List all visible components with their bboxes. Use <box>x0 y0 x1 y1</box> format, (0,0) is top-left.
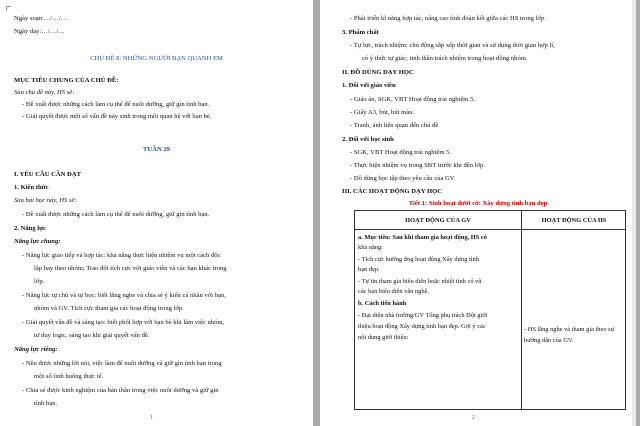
gv-cell-line: bạn đẹp. <box>358 266 380 273</box>
text-line: Ngày soạn:…/…/… <box>14 15 68 22</box>
page-number: 1 <box>150 415 153 421</box>
text-line: II. ĐỒ DÙNG DẠY HỌC <box>342 69 414 76</box>
text-line: Sau chủ đề này, HS sẽ: <box>14 89 75 96</box>
gv-cell-line: nội dung giới thiệu: <box>358 334 409 341</box>
vertical-scrollbar[interactable] <box>632 0 636 426</box>
text-line: 2. Năng lực <box>14 225 46 232</box>
text-line: tư duy logic, sáng tạo khi giải quyết vấn đề. <box>34 332 150 339</box>
page-number: 2 <box>472 415 475 421</box>
text-line: 3. Phẩm chất <box>342 29 379 36</box>
text-line: I. YÊU CẦU CẦN ĐẠT <box>14 171 81 178</box>
corner-mark <box>6 6 11 11</box>
hs-cell-line: - HS lắng nghe và tham gia theo sự <box>524 326 615 333</box>
text-line: - Giấy A3, bút, bút màu. <box>350 109 415 116</box>
text-line: Sau bài học này, HS sẽ: <box>14 197 77 204</box>
gv-cell-line: các bạn biểu diễn văn nghệ. <box>358 288 429 295</box>
gv-cell-line: - Tích cực hưởng ứng hoạt động Xây dựng tình <box>358 256 479 263</box>
text-line: nhóm và GV. Tích cực tham gia các hoạt động trong lớp. <box>34 305 184 312</box>
text-line: - Nêu được những lời nói, việc làm để nuôi dưỡng và giữ gìn tình bạn trong <box>22 360 222 367</box>
text-line: tình bạn. <box>34 400 58 407</box>
text-line: lập hay theo nhóm; Trao đổi tích cực với giáo viên và các bạn khác trong <box>34 265 227 272</box>
activity-table <box>354 210 626 410</box>
table-header-gv: HOẠT ĐỘNG CỦA GV <box>405 217 471 224</box>
text-line: - Đề xuất được những cách làm cụ thể để nuôi dưỡng, giữ gìn tình bạn. <box>22 211 210 218</box>
document-page-2 <box>320 0 636 426</box>
gv-cell-line: b. Cách tiến hành <box>358 300 407 307</box>
text-line: - Thực hiện nhiệm vụ trong SBT trước khi đến lớp. <box>350 162 485 169</box>
text-line: 1. Đối với giáo viên <box>342 82 396 89</box>
table-header-hs: HOẠT ĐỘNG CỦA HS <box>541 217 607 224</box>
text-line: Năng lực chung: <box>14 238 61 245</box>
text-line: - Chia sẻ được kinh nghiệm của bản thân trong việc nuôi dưỡng và giữ gìn <box>22 387 219 394</box>
text-line: - Giải quyết được một số vấn đề này sinh trong mối quan hệ với bạn bè. <box>22 113 212 120</box>
text-line: có ý thức tự giác; tinh thần trách nhiệm trong hoạt động nhóm. <box>362 55 528 62</box>
gv-cell-line: - Đại diện nhà trường/GV Tổng phụ trách Đội giới <box>358 312 488 319</box>
text-line: Tiết 1: Sinh hoạt dưới cờ: Xây dựng tình bạn đẹp <box>408 200 548 207</box>
text-line: - SGK, VBT Hoạt động trải nghiệm 5. <box>350 149 452 156</box>
text-line: Năng lực riêng: <box>14 346 58 353</box>
document-page-1 <box>0 0 313 426</box>
text-line: - Đồ dùng học tập theo yêu cầu của GV. <box>350 175 456 182</box>
text-line: Ngày dạy:…/…/… <box>14 28 65 35</box>
gv-cell-line: - Tự tin tham gia biểu diễn hoặc nhiệt tình cổ vũ <box>358 278 482 285</box>
text-line: - Năng lực tự chủ và tự học: biết lắng nghe và chia sẻ ý kiến cá nhân với bạn, <box>22 292 226 299</box>
text-line: TUẦN 29 <box>143 146 170 153</box>
gv-cell-line: khả năng: <box>358 244 384 251</box>
text-line: - Năng lực giao tiếp và hợp tác: khả năng thực hiện nhiệm vụ một cách độc <box>22 252 221 259</box>
text-line: - Giáo án, SGK, VBT Hoạt động trải nghiệm 5. <box>350 96 476 103</box>
gv-cell-line: a. Mục tiêu: Sau khi tham gia hoạt động, HS có <box>358 234 487 241</box>
text-line: III. CÁC HOẠT ĐỘNG DẠY HỌC <box>342 188 443 195</box>
text-line: - Tự lực, trách nhiệm: chủ động sắp xếp thời gian và sử dụng thời gian hợp lí, <box>350 42 555 49</box>
text-line: MỤC TIÊU CHUNG CỦA CHỦ ĐỀ: <box>14 77 119 84</box>
gv-cell-line: thiệu hoạt động Xây dựng tình bạn đẹp. Gợi ý các <box>358 323 486 330</box>
text-line: lớp. <box>34 278 45 285</box>
hs-cell-line: hướng dẫn của GV. <box>524 337 574 344</box>
text-line: - Đề xuất được những cách làm cụ thể để nuôi dưỡng, giữ gìn tình bạn. <box>22 101 210 108</box>
text-line: 1. Kiến thức <box>14 184 49 191</box>
text-line: - Giải quyết vấn đề và sáng tạo: biết phối hợp với bạn bè khi làm việc nhóm, <box>22 319 225 326</box>
text-line: một số tình huống thực tế. <box>34 373 104 380</box>
text-line: 2. Đối với học sinh <box>342 136 394 143</box>
text-line: - Tranh, ảnh liên quan đến chủ đề <box>350 122 439 129</box>
text-line: CHỦ ĐỀ 8: NHỮNG NGƯỜI BẠN QUANH EM <box>90 55 223 62</box>
text-line: - Phát triển kĩ năng hợp tác, nâng cao tình đoàn kết giữa các HS trong lớp. <box>350 15 546 22</box>
